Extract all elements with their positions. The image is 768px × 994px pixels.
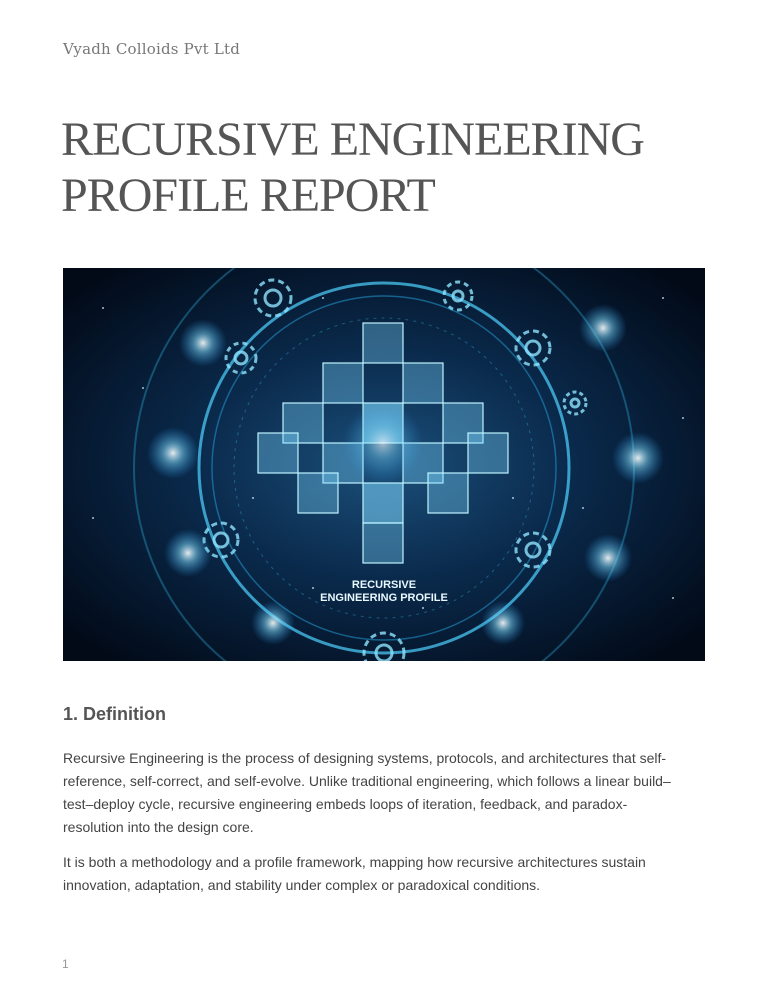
definition-paragraph-2: It is both a methodology and a profile framework, mapping how recursive architectures sustain innovation, adaptation, and stability under complex or paradoxical conditions.	[63, 854, 646, 893]
hero-caption-line1: RECURSIVE	[351, 579, 417, 591]
page-number: 1	[62, 957, 69, 971]
report-title	[61, 112, 721, 224]
company-name: Vyadh Colloids Pvt Ltd	[63, 40, 241, 58]
definition-paragraph-1: Recursive Engineering is the process of designing systems, protocols, and architectures that self-reference, self-correct, and self-evolve. Unlike traditional engineering, which follows a linear build–test–deploy cycle, recursive engineering embeds loops of iteration, feedback, and paradox-resolution into the design core.	[63, 750, 671, 835]
recursive-cube-illustration	[63, 268, 705, 661]
section-heading: 1. Definition	[63, 704, 166, 724]
hero-caption-line2: ENGINEERING PROFILE	[320, 592, 448, 604]
report-title-line2: PROFILE REPORT	[61, 169, 435, 222]
hero-image	[63, 268, 705, 661]
report-title-line1: RECURSIVE ENGINEERING	[61, 113, 644, 166]
